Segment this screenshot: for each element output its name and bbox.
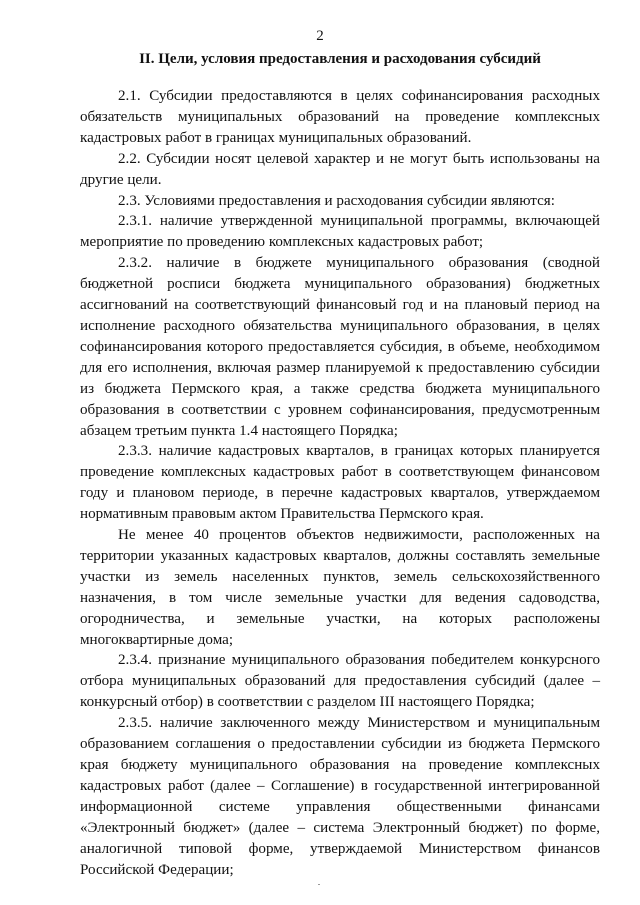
- paragraph-2-3-2: 2.3.2. наличие в бюджете муниципального образования (сводной бюджетной росписи бюджета муниципального образования) бюджетных ассигнований на соответствующий финансовый год и на плановый период на исполнение расходного обязательства муниципального образования, в целях софинансирования которого предоставляется субсидия, в объеме, необходимом для его исполнения, включая размер планируемой к предоставлению субсидии из бюджета Пермского края, а также средства бюджета муниципального образования в соответствии с уровнем софинансирования, предусмотренным абзацем третьим пункта 1.4 настоящего Порядка;: [80, 255, 600, 439]
- paragraph-2-3: 2.3. Условиями предоставления и расходования субсидии являются:: [118, 192, 555, 209]
- paragraph-2-3-3-continuation: Не менее 40 процентов объектов недвижимости, расположенных на территории указанных кадастровых кварталов, должны составлять земельные участки из земель населенных пунктов, земель сельскохозяйственного назначения, в том числе земельные участки для ведения садоводства, огородничества, и земельные участки, на которых расположены многоквартирные дома;: [80, 527, 600, 648]
- paragraph-2-1: 2.1. Субсидии предоставляются в целях софинансирования расходных обязательств муниципальных образований на проведение комплексных кадастровых работ в границах муниципальных образований.: [80, 88, 600, 146]
- scan-dot: [318, 884, 320, 885]
- paragraph-2-2: 2.2. Субсидии носят целевой характер и не могут быть использованы на другие цели.: [80, 150, 600, 188]
- page-number: 2: [316, 28, 324, 44]
- paragraph-2-3-4: 2.3.4. признание муниципального образования победителем конкурсного отбора муниципальных образований для предоставления субсидий (далее – конкурсный отбор) в соответствии с разделом III настоящего Порядка;: [80, 652, 600, 711]
- document-body: [80, 86, 600, 880]
- paragraph-2-3-5: 2.3.5. наличие заключенного между Министерством и муниципальным образованием соглашения о предоставлении субсидии из бюджета Пермского края бюджету муниципального образования на проведение комплексных кадастровых работ (далее – Соглашение) в государственной интегрированной информационной системе управления общественными финансами «Электронный бюджет» (далее – система Электронный бюджет) по форме, аналогичной типовой форме, утверждаемой Министерством финансов Российской Федерации;: [80, 715, 600, 878]
- paragraph-2-3-1: 2.3.1. наличие утвержденной муниципальной программы, включающей мероприятие по проведению комплексных кадастровых работ;: [80, 213, 600, 251]
- section-heading: II. Цели, условия предоставления и расходования субсидий: [139, 51, 541, 67]
- paragraph-2-3-3: 2.3.3. наличие кадастровых кварталов, в границах которых планируется проведение комплексных кадастровых работ в соответствующем финансовом году и плановом периоде, в перечне кадастровых кварталов, утверждаемом нормативным правовым актом Правительства Пермского края.: [80, 443, 600, 523]
